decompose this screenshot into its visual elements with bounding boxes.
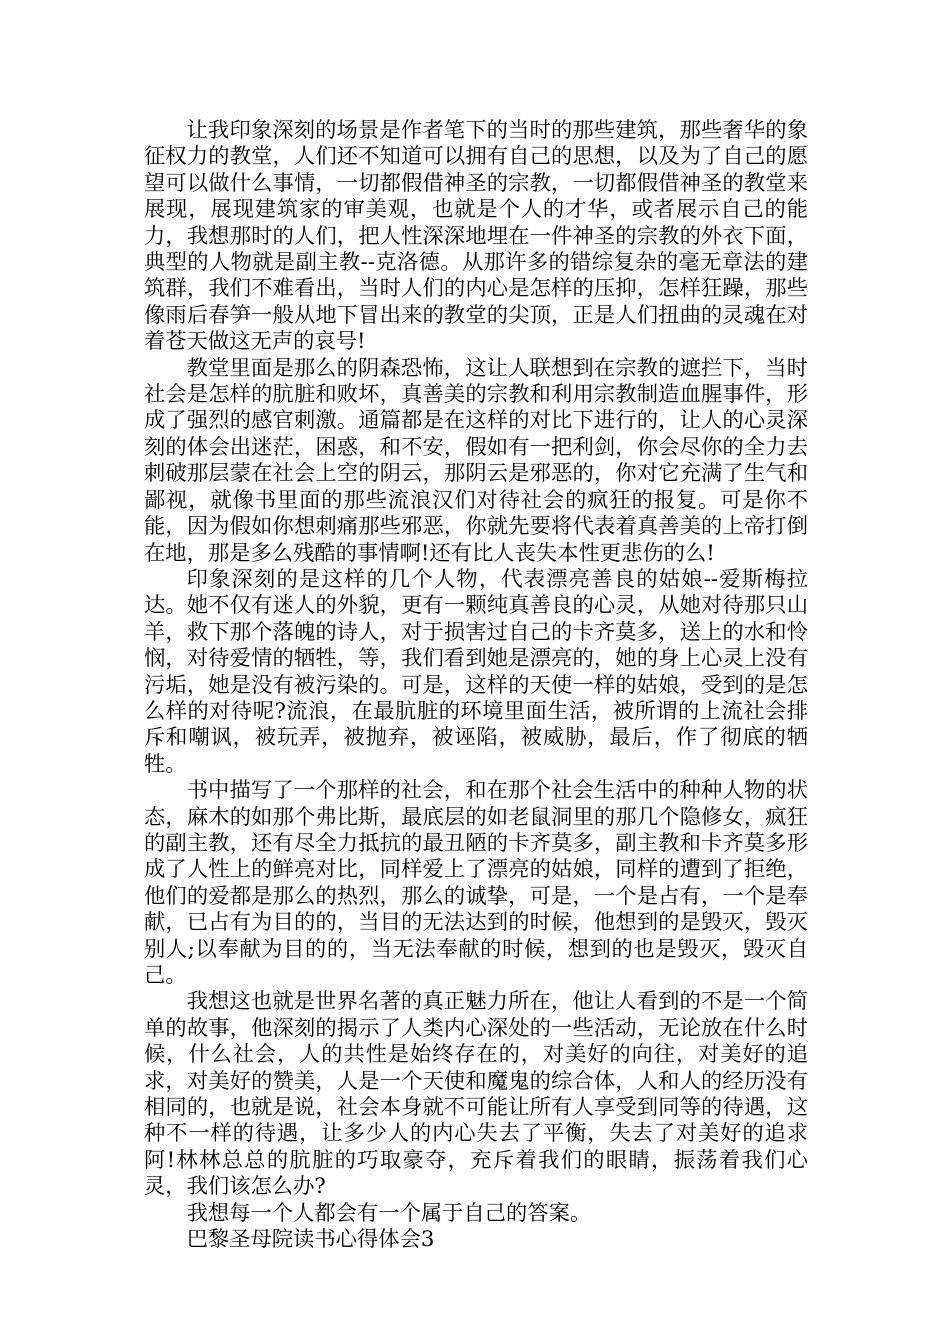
paragraph-masterpiece: 我想这也就是世界名著的真正魅力所在，他让人看到的不是一个简单的故事，他深刻的揭示了人类内心深处的一些活动，无论放在什么时候，什么社会，人的共性是始终存在的，对美好的向往，对美好的追求，对美好的赞美，人是一个天使和魔鬼的综合体，人和人的经历没有相同的，也就是说，社会本身就不可能让所有人享受到同等的待遇，这种不一样的待遇，让多少人的内心失去了平衡，失去了对美好的追求阿!林林总总的肮脏的巧取豪夺，充斥着我们的眼睛，振荡着我们心灵，我们该怎么办?: [144, 989, 808, 1200]
paragraph-answer: 我想每一个人都会有一个属于自己的答案。: [186, 1200, 592, 1226]
paragraph-church-interior: 教堂里面是那么的阴森恐怖，这让人联想到在宗教的遮拦下，当时社会是怎样的肮脏和败坏，真善美的宗教和利用宗教制造血腥事件，形成了强烈的感官刺激。通篇都是在这样的对比下进行的，让人的心灵深刻的体会出迷茫，困惑，和不安，假如有一把利剑，你会尽你的全力去刺破那层蒙在社会上空的阴云，那阴云是邪恶的，你对它充满了生气和鄙视，就像书里面的那些流浪汉们对待社会的疯狂的报复。可是你不能，因为假如你想刺痛那些邪恶，你就先要将代表着真善美的上帝打倒在地，那是多么残酷的事情啊!还有比人丧失本性更悲伤的么!: [144, 355, 808, 566]
paragraph-society: 书中描写了一个那样的社会，和在那个社会生活中的种种人物的状态，麻木的如那个弗比斯，最底层的如老鼠洞里的那几个隐修女，疯狂的副主教，还有尽全力抵抗的最丑陋的卡齐莫多，副主教和卡齐莫多形成了人性上的鲜亮对比，同样爱上了漂亮的姑娘，同样的遭到了拒绝，他们的爱都是那么的热烈，那么的诚挚，可是，一个是占有，一个是奉献，已占有为目的的，当目的无法达到的时候，他想到的是毁灭，毁灭别人;以奉献为目的的，当无法奉献的时候，想到的也是毁灭，毁灭自己。: [144, 778, 808, 988]
paragraph-esmeralda: 印象深刻的是这样的几个人物，代表漂亮善良的姑娘--爱斯梅拉达。她不仅有迷人的外貌，更有一颗纯真善良的心灵，从她对待那只山羊，救下那个落魄的诗人，对于损害过自己的卡齐莫多，送上的水和怜悯，对待爱情的牺牲，等，我们看到她是漂亮的，她的身上心灵上没有污垢，她是没有被污染的。可是，这样的天使一样的姑娘，受到的是怎么样的对待呢?流浪，在最肮脏的环境里面生活，被所谓的上流社会排斥和嘲讽，被玩弄，被抛弃，被诬陷，被威胁，最后，作了彻底的牺牲。: [144, 566, 808, 777]
paragraph-architecture: 让我印象深刻的场景是作者笔下的当时的那些建筑，那些奢华的象征权力的教堂，人们还不知道可以拥有自己的思想，以及为了自己的愿望可以做什么事情，一切都假借神圣的宗教，一切都假借神圣的教堂来展现，展现建筑家的审美观，也就是个人的才华，或者展示自己的能力，我想那时的人们，把人性深深地埋在一件神圣的宗教的外衣下面，典型的人物就是副主教--克洛德。从那许多的错综复杂的毫无章法的建筑群，我们不难看出，当时人们的内心是怎样的压抑，怎样狂躁，那些像雨后春笋一般从地下冒出来的教堂的尖顶，正是人们扭曲的灵魂在对着苍天做这无声的哀号!: [144, 118, 808, 355]
document-page: [144, 118, 808, 1253]
section-heading: 巴黎圣母院读书心得体会3: [186, 1227, 435, 1253]
